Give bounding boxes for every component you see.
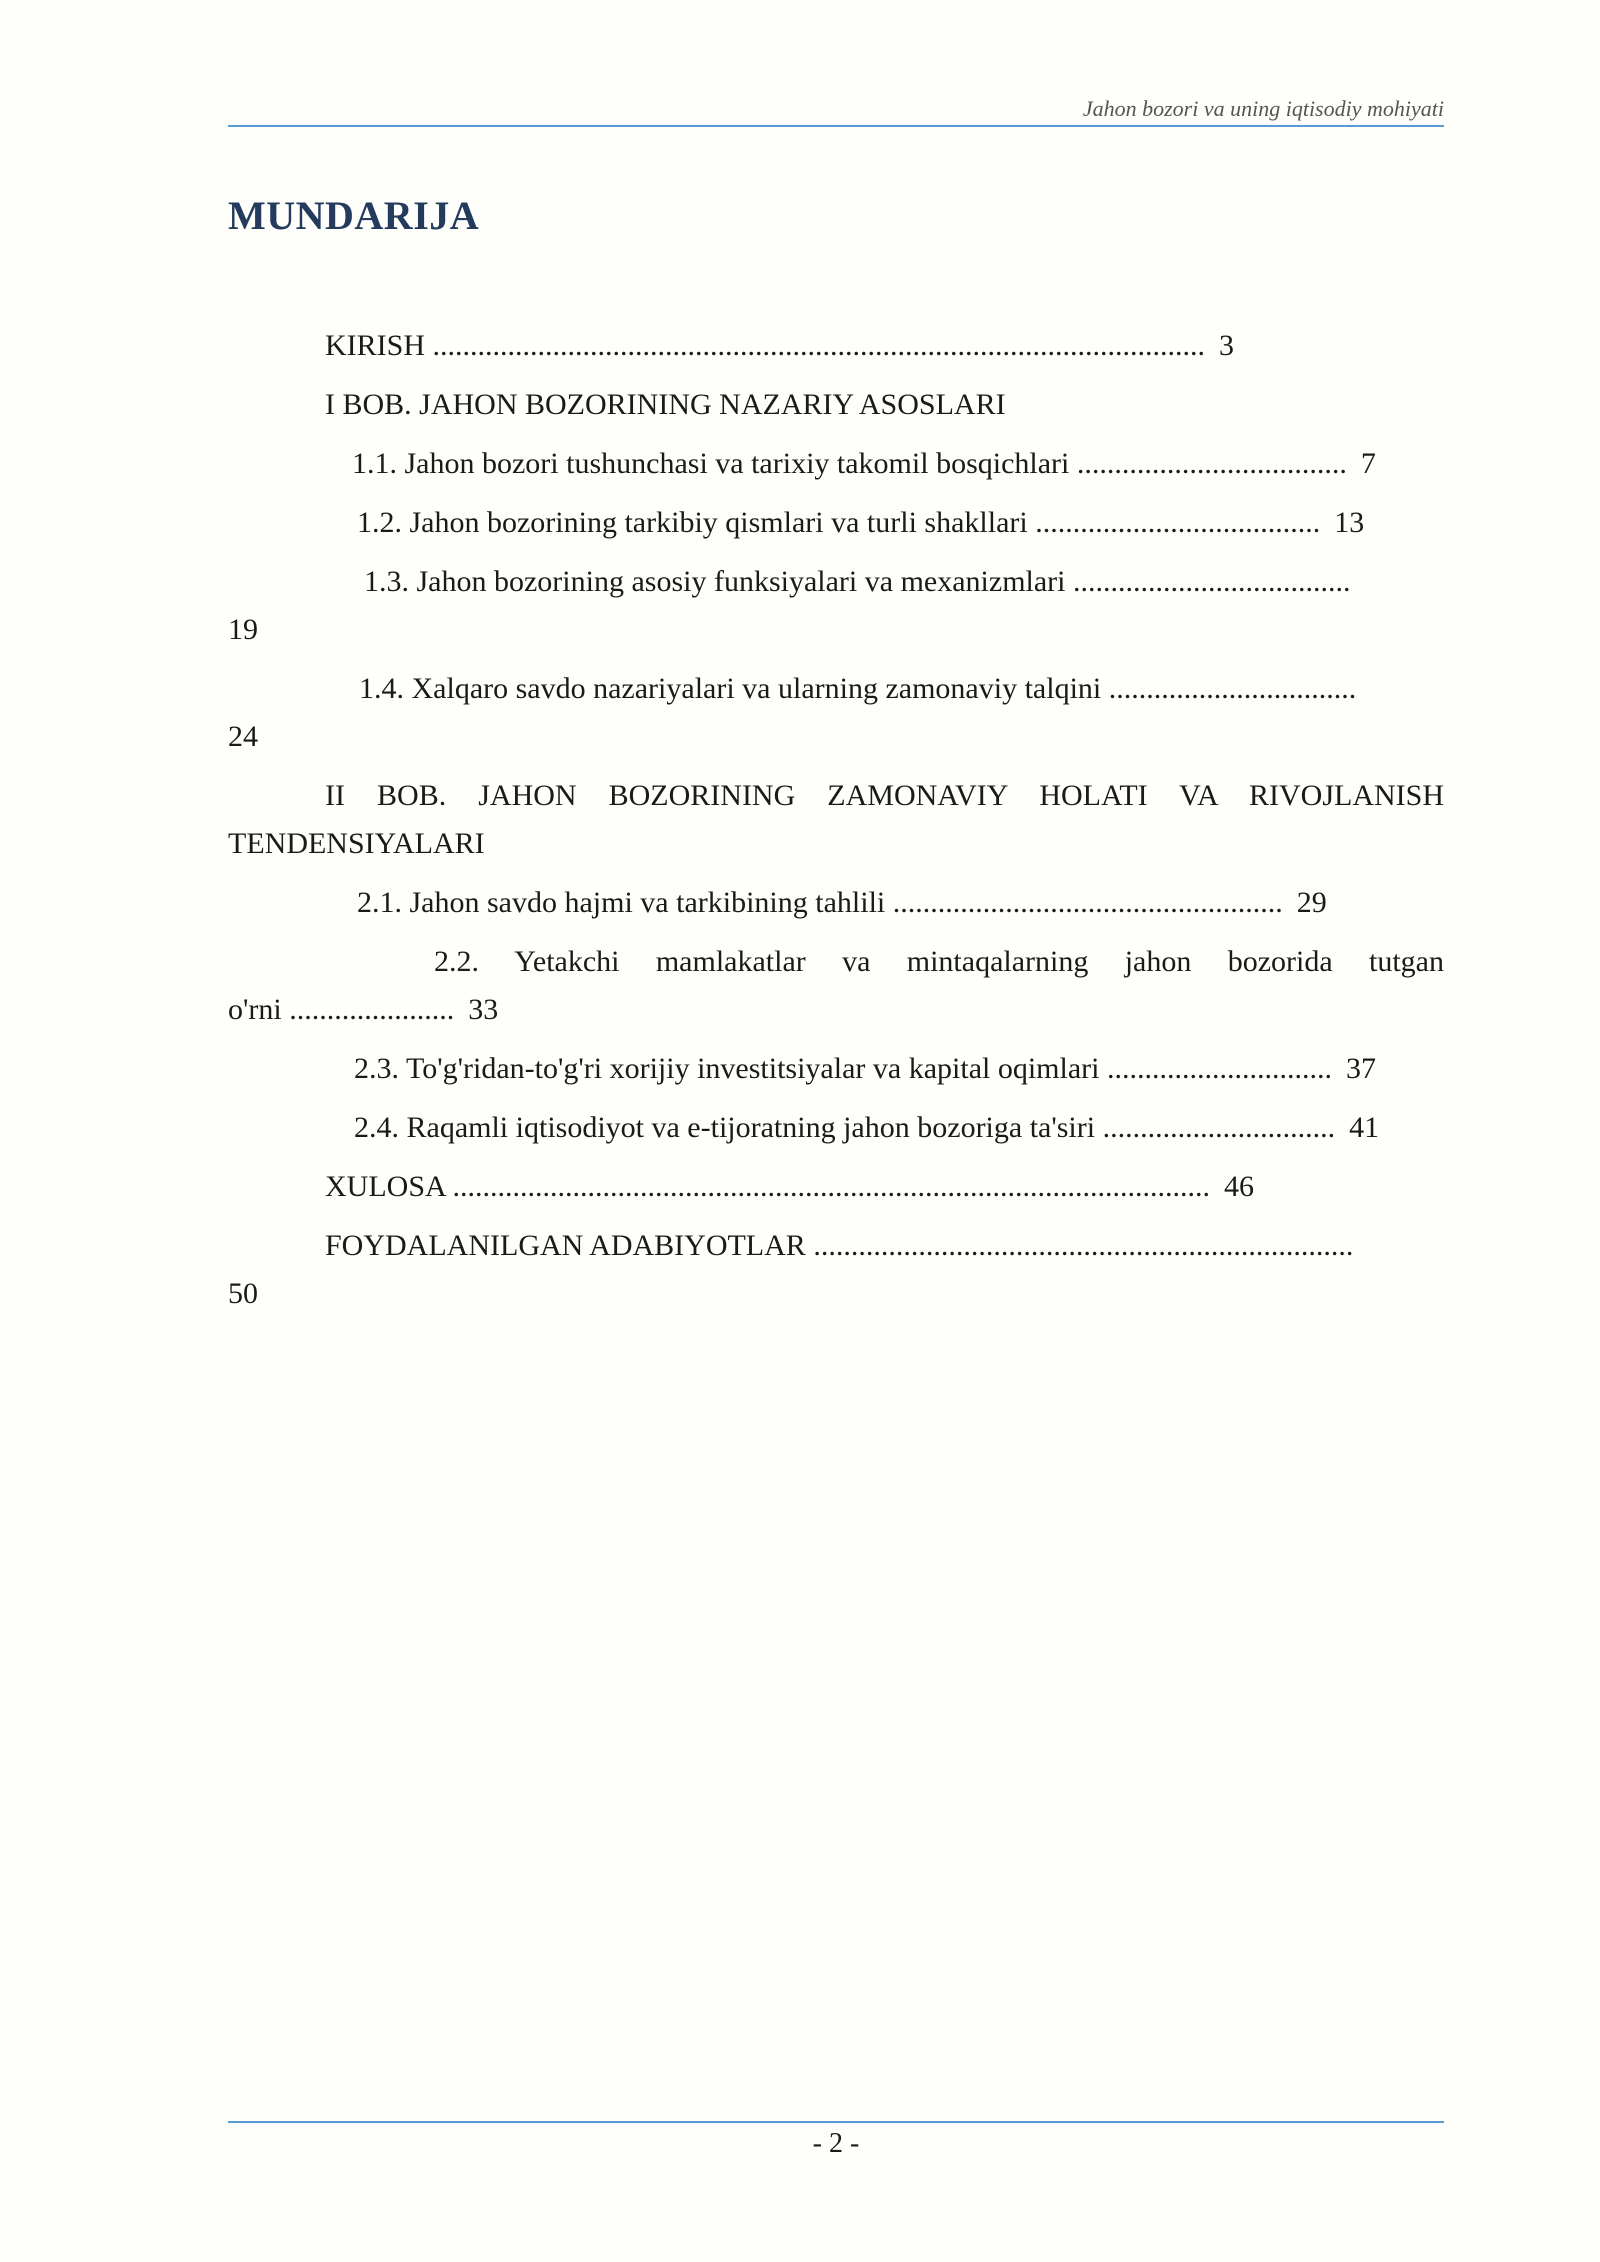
toc-entry-chapter-1[interactable] — [228, 381, 1444, 429]
toc-leader-dots: ................................. — [1101, 672, 1357, 705]
toc-leader-dots: ............................... — [1095, 1111, 1336, 1144]
toc-entry-1-4[interactable] — [228, 665, 1444, 761]
running-header: Jahon bozori va uning iqtisodiy mohiyati — [1082, 96, 1444, 121]
toc-page-number: 50 — [228, 1277, 258, 1310]
toc-leader-dots: ....................................................................................................... — [425, 329, 1206, 362]
table-of-contents — [228, 322, 1444, 1329]
toc-leader-dots: ...................................... — [1027, 506, 1321, 539]
footer-divider — [228, 2121, 1444, 2123]
toc-page-number: 37 — [1346, 1052, 1376, 1085]
toc-leader-dots: .............................. — [1099, 1052, 1332, 1085]
toc-page-number: 19 — [228, 613, 258, 646]
toc-page-number: 41 — [1349, 1111, 1380, 1144]
toc-entry-2-2[interactable] — [228, 938, 1444, 1034]
toc-entry-text: KIRISH — [325, 329, 426, 362]
toc-entry-text: 2.3. To'g'ridan-to'g'ri xorijiy investitsiyalar va kapital oqimlari — [354, 1052, 1100, 1085]
toc-leader-dots: ........................................................................ — [805, 1229, 1354, 1262]
toc-entry-text: 1.2. Jahon bozorining tarkibiy qismlari va turli shakllari — [357, 506, 1028, 539]
header-divider — [228, 125, 1444, 127]
toc-leader-dots: ...................... — [281, 993, 455, 1026]
toc-entry-text-continued: TENDENSIYALARI — [228, 827, 485, 860]
toc-leader-dots: .................................... — [1069, 447, 1347, 480]
toc-page-number: 24 — [228, 720, 258, 753]
toc-entry-text: 2.1. Jahon savdo hajmi va tarkibining tahlili — [357, 886, 886, 919]
toc-entry-chapter-2[interactable] — [228, 772, 1444, 868]
toc-page-number: 13 — [1334, 506, 1365, 539]
toc-page-number: 7 — [1360, 447, 1376, 480]
toc-entry-references[interactable] — [228, 1222, 1444, 1318]
toc-entry-1-1[interactable] — [228, 440, 1444, 488]
toc-entry-1-3[interactable] — [228, 558, 1444, 654]
toc-entry-text: FOYDALANILGAN ADABIYOTLAR — [325, 1229, 806, 1262]
toc-entry-text: I BOB. JAHON BOZORINING NAZARIY ASOSLARI — [325, 388, 1006, 421]
toc-page-number: 3 — [1219, 329, 1235, 362]
toc-entry-text: 2.4. Raqamli iqtisodiyot va e-tijoratning jahon bozoriga ta'siri — [354, 1111, 1096, 1144]
toc-entry-text: XULOSA — [325, 1170, 446, 1203]
toc-entry-text: 2.2. Yetakchi mamlakatlar va mintaqalarning jahon bozorida tutgan — [434, 945, 1444, 978]
toc-page-number: 46 — [1224, 1170, 1255, 1203]
toc-entry-text: 1.1. Jahon bozori tushunchasi va tarixiy takomil bosqichlari — [352, 447, 1070, 480]
toc-entry-text: II BOB. JAHON BOZORINING ZAMONAVIY HOLATI VA RIVOJLANISH — [325, 779, 1444, 812]
toc-entry-xulosa[interactable] — [228, 1163, 1444, 1211]
toc-page-number: 33 — [468, 993, 499, 1026]
page-number: - 2 - — [812, 2128, 860, 2159]
toc-leader-dots: ..................................................................................................... — [445, 1170, 1211, 1203]
toc-leader-dots: .................................................... — [885, 886, 1283, 919]
toc-page-number: 29 — [1296, 886, 1327, 919]
toc-title: MUNDARIJA — [228, 193, 480, 238]
toc-leader-dots: ..................................... — [1065, 565, 1351, 598]
toc-entry-2-1[interactable] — [228, 879, 1444, 927]
toc-entry-2-4[interactable] — [228, 1104, 1444, 1152]
toc-entry-2-3[interactable] — [228, 1045, 1444, 1093]
toc-entry-text: 1.3. Jahon bozorining asosiy funksiyalari va mexanizmlari — [364, 565, 1066, 598]
toc-entry-text-continued: o'rni — [228, 993, 282, 1026]
toc-entry-text: 1.4. Xalqaro savdo nazariyalari va ularning zamonaviy talqini — [359, 672, 1102, 705]
toc-entry-kirish[interactable] — [228, 322, 1444, 370]
toc-entry-1-2[interactable] — [228, 499, 1444, 547]
